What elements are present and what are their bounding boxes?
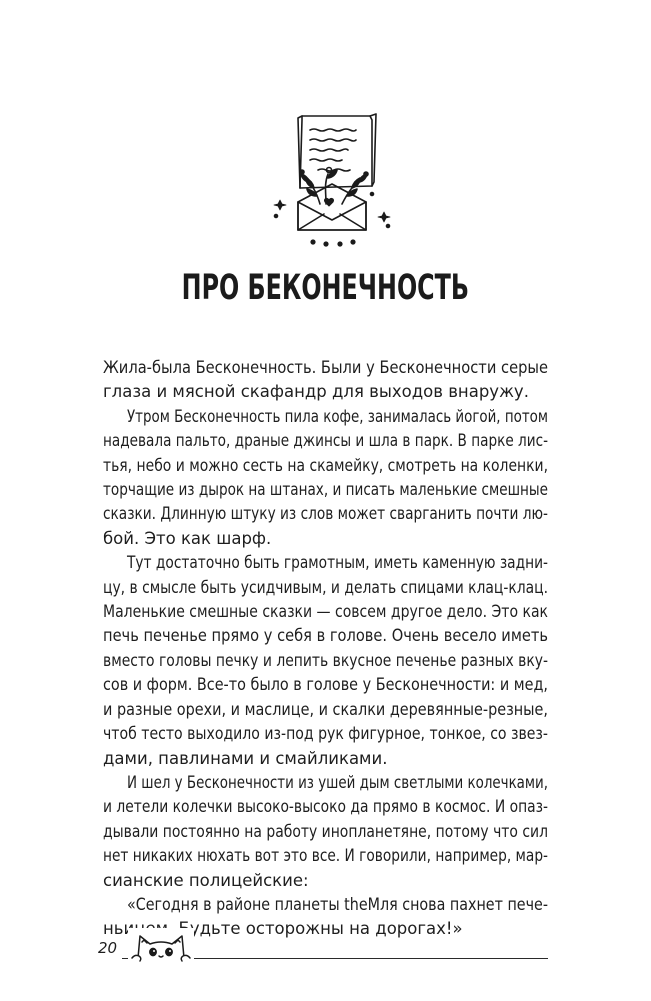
sprig-right-icon: [342, 172, 368, 204]
text-line: сианские полицейские:: [103, 870, 309, 890]
text-line: тья, небо и можно сесть на скамейку, смотреть на коленки,: [103, 455, 548, 475]
text-line: печь печенье прямо у себя в голове. Очень весело иметь: [103, 626, 548, 646]
chapter-title: ПРО БЕКОНЕЧНОСТЬ: [181, 268, 470, 308]
dot-icon: [275, 215, 278, 218]
text-line: глаза и мясной скафандр для выходов внаружу.: [103, 382, 529, 402]
text-line: торчащие из дырок на штанах, и писать маленькие смешные: [103, 480, 548, 500]
dot-icon: [338, 242, 342, 246]
page-footer: [98, 932, 548, 972]
text-line: цу, в смысле быть усидчивым, и делать спицами клац-клац.: [103, 577, 548, 597]
text-line: сов и форм. Все-то было в голове у Бесконечности: и мед,: [103, 675, 548, 695]
dot-icon: [351, 240, 355, 244]
dot-icon: [324, 242, 328, 246]
page-number: 20: [98, 939, 118, 957]
text-line: нет никаких нюхать вот это все. И говорили, например, мар-: [103, 846, 548, 866]
text-line: Маленькие смешные сказки — совсем другое дело. Это как: [103, 602, 548, 622]
dot-icon: [387, 225, 390, 228]
text-line: вместо головы печку и лепить вкусное печенье разных вку-: [103, 650, 548, 670]
letter-envelope-illustration: [268, 108, 396, 250]
text-line: Жила-была Бесконечность. Были у Бесконечности серые: [103, 358, 548, 377]
peeking-cat-icon: [128, 928, 194, 968]
text-line: «Сегодня в районе планеты theМля снова пахнет пече-: [127, 894, 548, 914]
text-line: дывали постоянно на работу инопланетяне, потому что сил: [103, 821, 548, 841]
text-line: бой. Это как шарф.: [103, 528, 272, 548]
star-left-icon: [274, 200, 286, 210]
text-line: Тут достаточно быть грамотным, иметь каменную задни-: [127, 553, 548, 573]
text-line: дами, павлинами и смайликами.: [103, 748, 388, 768]
text-line: и разные орехи, и маслице, и скалки деревянные-резные,: [103, 699, 548, 719]
star-right-icon: [378, 212, 390, 222]
dot-icon: [311, 240, 315, 244]
text-line: Утром Бесконечность пила кофе, занималась йогой, потом: [127, 406, 548, 426]
text-line: чтоб тесто выходило из-под рук фигурное, тонкое, со звез-: [103, 724, 548, 744]
text-line: сказки. Длинную штуку из слов может сварганить почти лю-: [103, 504, 548, 524]
text-line: И шел у Бесконечности из ушей дым светлыми колечками,: [127, 772, 548, 792]
text-line: ньицем. Будьте осторожны на дорогах!»: [103, 919, 463, 939]
chapter-body: [103, 356, 548, 942]
dot-icon: [371, 193, 374, 196]
text-line: и летели колечки высоко-высоко да прямо в космос. И опаз-: [103, 797, 548, 817]
text-line: надевала пальто, драные джинсы и шла в парк. В парке лис-: [103, 431, 548, 451]
